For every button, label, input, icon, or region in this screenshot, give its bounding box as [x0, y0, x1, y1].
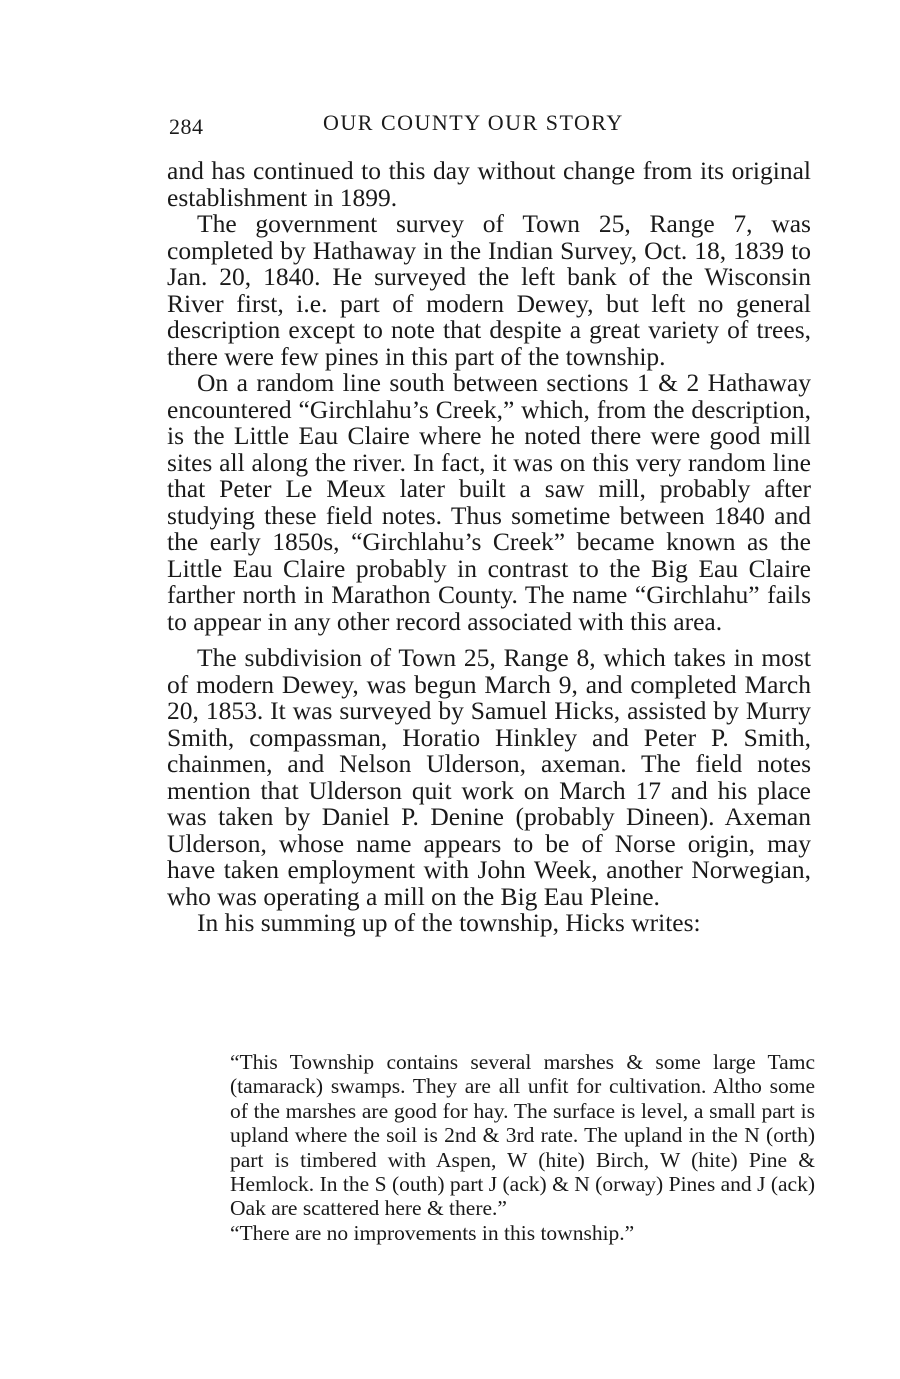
quote-closing: “There are no improvements in this township.”	[230, 1220, 635, 1245]
paragraph-subdivision: The subdivision of Town 25, Range 8, which takes in most of modern Dewey, was begun March 9, and completed March 20, 1853. It was surveyed by Samuel Hicks, assisted by Murry Smith, compassman, Horatio Hinkley and Peter P. Smith, chainmen, and Nelson Ulderson, axeman. The field notes mention that Ulderson quit work on March 17 and his place was taken by Daniel P. Denine (probably Dineen). Axeman Ulderson, whose name appears to be of Norse origin, may have taken employment with John Week, another Norwegian, who was operating a mill on the Big Eau Pleine.	[167, 643, 811, 911]
running-title: OUR COUNTY OUR STORY	[323, 110, 624, 135]
paragraph-government-survey: The government survey of Town 25, Range 7, was completed by Hathaway in the Indian Survey, Oct. 18, 1839 to Jan. 20, 1840. He surveyed the left bank of the Wisconsin River first, i.e. part of modern Dewey, but left no general description except to note that despite a great variety of trees, there were few pines in this part of the township.	[167, 209, 811, 371]
paragraph-summing-up: In his summing up of the township, Hicks writes:	[197, 908, 701, 937]
paragraph-continued: and has continued to this day without change from its original establishment in 1899.	[167, 156, 811, 212]
body-text	[167, 158, 811, 937]
block-quote	[230, 1050, 815, 1245]
page-header	[165, 110, 815, 142]
paragraph-girchlahu-creek: On a random line south between sections 1 & 2 Hathaway encountered “Girchlahu’s Creek,” which, from the description, is the Little Eau Claire where he noted there were good mill sites all along the river. In fact, it was on this very random line that Peter Le Meux later built a saw mill, probably after studying these field notes. Thus sometime between 1840 and the early 1850s, “Girchlahu’s Creek” became known as the Little Eau Claire probably in contrast to the Big Eau Claire farther north in Marathon County. The name “Girchlahu” fails to appear in any other record associated with this area.	[167, 368, 811, 636]
quote-main: “This Township contains several marshes & some large Tamc (tamarack) swamps. They are all unfit for cultivation. Altho some of the marshes are good for hay. The surface is level, a small part is upland where the soil is 2nd & 3rd rate. The upland in the N (orth) part is timbered with Aspen, W (hite) Birch, W (hite) Pine & Hemlock. In the S (outh) part J (ack) & N (orway) Pines and J (ack) Oak are scattered here & there.”	[230, 1050, 815, 1221]
page-number: 284	[169, 114, 204, 139]
